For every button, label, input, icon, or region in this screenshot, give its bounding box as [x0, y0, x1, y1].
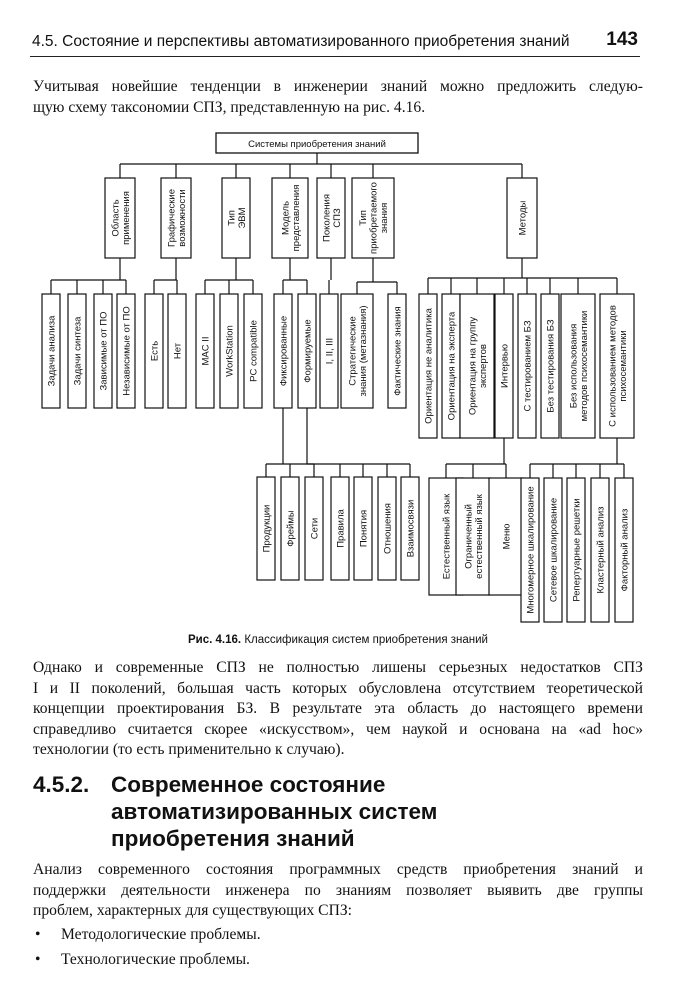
category-1-item-0-label: Есть	[149, 340, 161, 362]
para2-line: справедливо считается скорее «искусством», чем наукой и основана на «ad hoc»	[33, 720, 643, 738]
para2-line: Однако и современные СПЗ не полностью лишены серьезных недостатков СПЗ	[33, 659, 643, 676]
psycho-sub-1-label: Сетевое шкалирование	[548, 497, 560, 603]
root-node-label: Системы приобретения знаний	[248, 139, 386, 150]
category-6-item-1-label: Ориентация на эксперта	[446, 311, 458, 421]
category-5-item-1-label: Фактические знания	[392, 306, 404, 396]
category-3-label: Модельпредставления	[280, 184, 302, 252]
psycho-sub-0-label: Многомерное шкалирование	[525, 486, 537, 614]
category-0-item-2-label: Зависимые от ПО	[98, 311, 110, 391]
section-heading	[33, 771, 437, 852]
category-6-item-5-label: Без тестирования БЗ	[545, 319, 557, 413]
para2-line: технологии (то есть применительно к случаю).	[33, 741, 345, 758]
fixed-sub-1-label: Фреймы	[285, 510, 297, 547]
category-5-item-0-label: Стратегическиезнания (метазнания)	[347, 305, 369, 397]
category-2-label: ТипЭВМ	[226, 207, 248, 229]
category-3-item-1-label: Формируемые	[302, 319, 314, 383]
formed-sub-2-label: Отношения	[382, 503, 394, 554]
interview-sub-1-label: Ограниченныйестественный язык	[463, 494, 485, 579]
category-6-item-0-label: Ориентация не аналитика	[423, 308, 435, 424]
para3-line: Анализ современного состояния программных средств приобретения знаний и	[33, 861, 643, 878]
intro-line: щую схему таксономии СПЗ, представленную на рис. 4.16.	[33, 98, 426, 116]
paragraph-limitations	[33, 658, 643, 761]
interview-sub-2-label: Меню	[501, 523, 513, 550]
category-0-item-1-label: Задачи синтеза	[72, 316, 84, 386]
list-item: • Методологические проблемы.	[33, 922, 261, 947]
caption-label: Рис. 4.16.	[188, 634, 242, 646]
formed-sub-1-label: Понятия	[358, 509, 370, 548]
category-4-item-0-label: I, II, III	[324, 337, 336, 365]
section-title-line: автоматизированных систем	[111, 799, 438, 824]
category-1-item-1-label: Нет	[172, 342, 184, 360]
category-3-item-0-label: Фиксированные	[278, 315, 290, 387]
para3-line: проблем, характерных для существующих СПЗ:	[33, 902, 352, 919]
formed-sub-3-label: Взаимосвязи	[405, 499, 417, 558]
header-title: 4.5. Состояние и перспективы автоматизированного приобретения знаний	[32, 33, 570, 50]
category-4-label: ПоколенияСПЗ	[321, 194, 343, 242]
problem-list	[33, 922, 261, 972]
psycho-sub-4-label: Факторный анализ	[619, 508, 631, 592]
section-number: 4.5.2.	[33, 772, 90, 797]
category-6-item-4-label: С тестированием БЗ	[522, 320, 534, 412]
category-2-item-1-label: WorkStation	[224, 325, 236, 377]
category-2-item-0-label: MAC II	[200, 336, 212, 366]
category-6-item-7-label: С использованием методовпсихосемантики	[607, 305, 629, 427]
figure-caption	[0, 634, 676, 646]
category-6-item-2-label: Ориентация на группуэкспертов	[467, 316, 489, 416]
formed-sub-0-label: Правила	[335, 509, 347, 548]
category-0-label: Областьприменения	[110, 191, 132, 245]
page-number: 143	[606, 29, 638, 50]
category-5-label: Типприобретаемогознания	[358, 182, 390, 254]
paragraph-analysis	[33, 860, 643, 922]
section-title-line: приобретения знаний	[111, 826, 355, 851]
caption-text: Классификация систем приобретения знаний	[244, 634, 488, 646]
category-6-item-3-label: Интервью	[499, 343, 511, 389]
category-6-item-6-label: Без использованияметодов психосемантики	[568, 310, 590, 422]
fixed-sub-2-label: Сети	[309, 517, 321, 540]
list-item: • Технологические проблемы.	[33, 947, 261, 972]
category-6-label: Методы	[517, 200, 529, 236]
category-0-item-0-label: Задачи анализа	[46, 315, 58, 387]
para2-line: I и II поколений, большая часть которых обусловлена отсутствием теоретической	[33, 679, 643, 697]
para3-line: поддержки деятельности инженера по знаниям позволяет выявить две группы	[33, 881, 643, 899]
category-2-item-2-label: PC compatible	[248, 320, 260, 382]
fixed-sub-0-label: Продукции	[261, 504, 273, 553]
interview-sub-0-label: Естественный язык	[441, 493, 453, 580]
section-title-line: Современное состояние	[111, 772, 386, 797]
intro-line: Учитывая новейшие тенденции в инженерии знаний можно предложить следую-	[33, 78, 643, 95]
psycho-sub-3-label: Кластерный анализ	[595, 506, 607, 594]
category-1-label: Графическиевозможности	[166, 188, 188, 248]
category-0-item-3-label: Независимые от ПО	[121, 306, 133, 396]
para2-line: концепции проектирования БЗ. В результате эта область до настоящего времени	[33, 700, 643, 717]
psycho-sub-2-label: Репертуарные решетки	[571, 498, 583, 602]
